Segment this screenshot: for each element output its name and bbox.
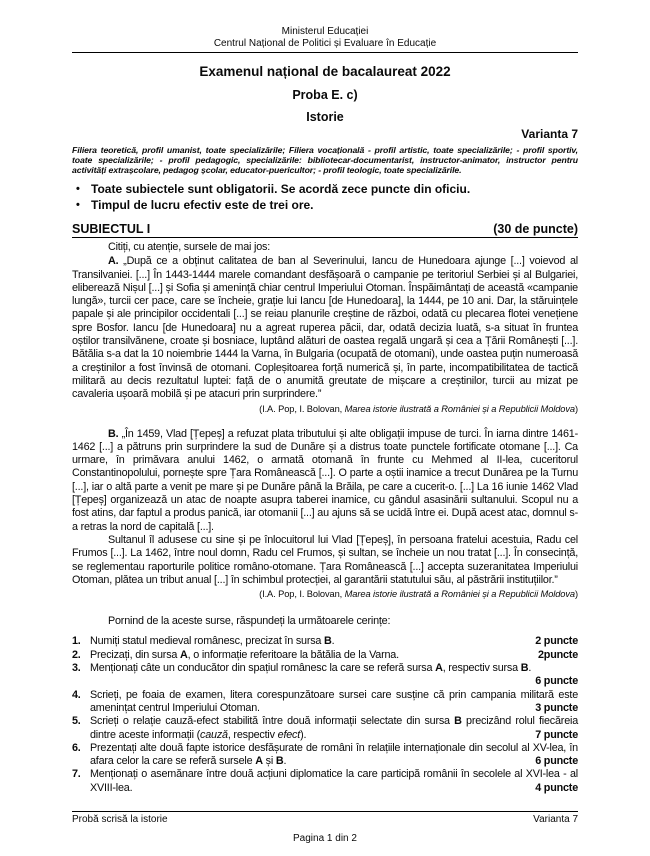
question-body <box>90 715 578 742</box>
question-points: 6 puncte <box>535 755 578 768</box>
question-row <box>72 649 578 662</box>
exam-title: Examenul național de bacalaureat 2022 <box>199 64 451 79</box>
question-number: 1. <box>72 635 81 648</box>
variant-label: Varianta 7 <box>521 127 578 141</box>
subject-one-heading-row <box>72 222 578 238</box>
bullet-icon: • <box>76 199 80 211</box>
subject-title: Istorie <box>306 110 344 124</box>
question-number: 5. <box>72 715 81 728</box>
question-body <box>90 649 578 662</box>
question-number: 7. <box>72 768 81 781</box>
footer-exam-type: Probă scrisă la istorie <box>72 814 168 825</box>
question-number: 2. <box>72 648 81 661</box>
question-body <box>90 689 578 716</box>
question-text: Scrieți o relație cauză-efect stabilită între două informații selectate din sursa B precizând rolul fiecăreia dintre aceste informații (cauză, respectiv efect). <box>90 715 579 741</box>
question-text: Prezentați alte două fapte istorice desfășurate de români în relațiile internaționale din secolul al XV-lea, în afara celor la care se referă sursele A și B. <box>90 741 578 768</box>
question-text: Numiți statul medieval românesc, precizat în sursa B. <box>90 635 335 648</box>
question-body <box>90 768 578 795</box>
question-points: 2puncte <box>538 648 578 661</box>
question-number: 3. <box>72 662 81 675</box>
sources-intro: Citiți, cu atenție, sursele de mai jos: <box>108 241 271 253</box>
center-name: Centrul Național de Politici și Evaluare în Educație <box>213 38 437 49</box>
question-row <box>72 662 578 689</box>
bullet-icon: • <box>76 183 80 195</box>
source-a-citation: (I.A. Pop, I. Bolovan, Marea istorie ilustrată a României și a Republicii Moldova) <box>259 403 578 414</box>
question-text: Menționați o asemănare între două acțiuni diplomatice la care participă românii în secolele al XVI-lea - al XVIII-lea. <box>90 768 578 794</box>
document-footer <box>72 811 578 845</box>
question-body <box>90 635 578 648</box>
question-number: 4. <box>72 688 81 701</box>
question-points: 2 puncte <box>535 635 578 648</box>
source-a-text: A. „După ce a obținut calitatea de ban al Severinului, Iancu de Hunedoara ajunge [...] voievod al Transilvaniei. [...] În 1443-1444 marele comandant desfășoară o campanie pe teritoriul Serbiei și al Bulgariei, eliberează Nișul [...] și Sofia și amenință chiar centrul Imperiului Otoman. Înspăimântați de această «campanie lungă», turcii cer pace, care se încheie, grație lui Iancu [de Hunedoara], la 1444, pe 10 ani. Dar, la stăruințele papale și ale principilor occidentali [...] se reiau planurile creștine de război, odată cu plecarea flotei venețiene spre Bosfor. Iancu [de Hunedoara] nu a agreat ruperea păcii, dar, odată decizia luată, s-a situat în fruntea oștilor transilvănene, croate și bosniace, luptând alături de oastea regală ungară și cea a Țării Românești [...]. Bătălia s-a dat la 10 noiembrie 1444 la Varna, în Bulgaria (ocupată de otomani), unde oastea puțin numeroasă a creștinilor a fost învinsă de otomani. Copleșitoarea forță numerică și, în parte, incompatibilitatea de tactică militară au decis rezultatul luptei: față de o anumită greutate de mișcare a creștinilor, turcii au mizat pe cavaleria ușoară mobilă și pe atacuri prin surprindere.” <box>72 255 578 401</box>
question-row <box>72 715 578 742</box>
question-row <box>72 742 578 769</box>
general-instructions <box>72 181 578 213</box>
footer-variant: Varianta 7 <box>533 814 578 825</box>
question-row <box>72 635 578 648</box>
question-points: 6 puncte <box>535 675 578 688</box>
instruction-text: Timpul de lucru efectiv este de trei ore. <box>91 198 314 212</box>
ministry-name: Ministerul Educației <box>281 26 369 37</box>
question-row <box>72 689 578 716</box>
proba-title: Proba E. c) <box>292 88 358 102</box>
document-header <box>72 0 578 53</box>
instruction-item <box>72 181 578 197</box>
question-text: Scrieți, pe foaia de examen, litera corespunzătoare sursei care susține că prin campania militară este amenințat centrul Imperiului Otoman. <box>90 688 578 714</box>
requirements-intro: Pornind de la aceste surse, răspundeți la următoarele cerințe: <box>108 615 391 628</box>
source-b-paragraph-2: Sultanul îl adusese cu sine și pe înlocuitorul lui Vlad [Țepeș], în persoana fratelui acestuia, Radu cel Frumos [...]. La 1462, între noul domn, Radu cel Frumos, și sultan, se încheie un nou tratat [...]. În consecință, se reglementau raporturile politice româno-otomane. Țara Românească [...] accepta suzeranitatea Imperiului Otoman, plătea un tribut anual [...] în schimbul protecției, al garantării statutului său, al păstrării instituțiilor.” <box>72 533 578 586</box>
question-points: 4 puncte <box>535 781 578 794</box>
instruction-item <box>72 197 578 213</box>
source-b-paragraph-1: B. „În 1459, Vlad [Țepeș] a refuzat plata tributului și alte obligații impuse de turci. În iarna dintre 1461-1462 [...] a pătruns prin surprindere la sud de Dunăre și a distrus toate punctele fortificate otomane [...]. Ca urmare, în primăvara anului 1462, o armată otomană în frunte cu Mehmed al II-lea, cuceritorul Constantinopolului, pornește spre Țara Românească [...]. O parte a oștii inamice a trecut Dunărea pe la Turnu [...], iar o altă parte a venit pe mare și pe Dunăre până la Brăila, pe care a cucerit-o. [...] La 16 iunie 1462 Vlad [Țepeș] organizează un atac de noapte asupra taberei inamice, cu gândul asasinării sultanului. Scopul nu a fost atins, dar faptul a produs panică, iar otomanii [...] au ajuns să se ucidă între ei. După acest atac, domnul s-a retras la nord de capitală [...]. <box>72 427 578 533</box>
question-row <box>72 768 578 795</box>
question-number: 6. <box>72 741 81 754</box>
instruction-text: Toate subiectele sunt obligatorii. Se acordă zece puncte din oficiu. <box>91 182 471 196</box>
question-points: 3 puncte <box>535 701 578 714</box>
question-points: 7 puncte <box>535 728 578 741</box>
question-body <box>90 742 578 769</box>
subject-one-points: (30 de puncte) <box>493 222 578 236</box>
questions-list <box>72 635 578 795</box>
question-text: Menționați câte un conducător din spațiul românesc la care se referă sursa A, respectiv sursa B. <box>90 662 532 675</box>
question-body <box>90 662 578 689</box>
page-number: Pagina 1 din 2 <box>293 833 357 844</box>
eligibility-note: Filiera teoretică, profil umanist, toate specializările; Filiera vocațională - profil artistic, toate specializările; - profil sportiv, toate specializările; - profil pedagogic, specializările: bibliotecar-documentarist, instructor-animator, instructor pentru activități extrașcolare, pedagog școlar, educator-puericultor; - profil teologic, toate specializările. <box>72 145 578 175</box>
subject-one-heading: SUBIECTUL I <box>72 222 151 236</box>
source-b-citation: (I.A. Pop, I. Bolovan, Marea istorie ilustrată a României și a Republicii Moldova) <box>259 589 578 600</box>
question-text: Precizați, din sursa A, o informație referitoare la bătălia de la Varna. <box>90 648 399 661</box>
